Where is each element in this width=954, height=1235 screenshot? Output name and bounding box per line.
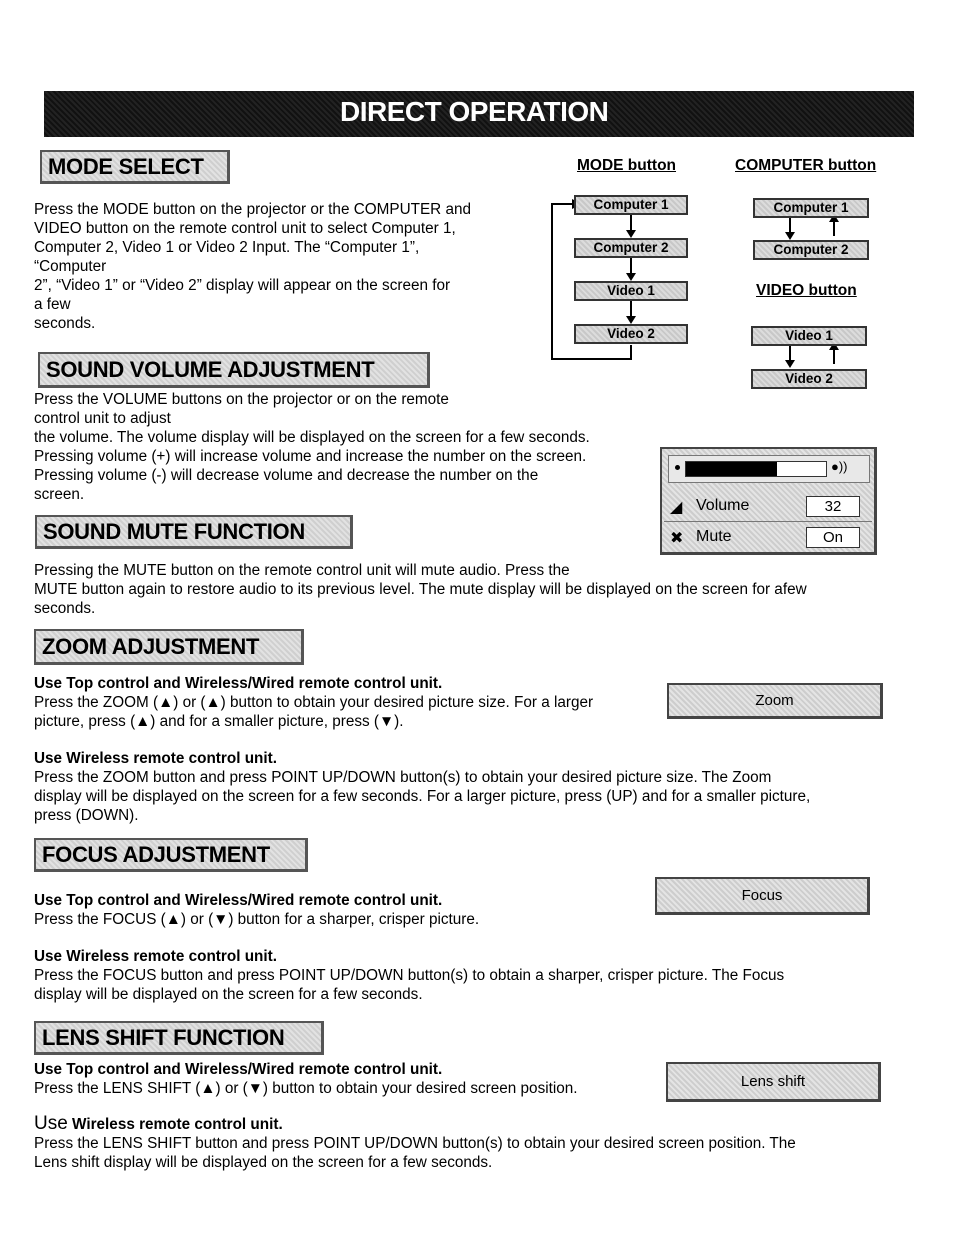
volume-min-dot [675,465,680,470]
zoom-subheading-2: Use Wireless remote control unit. [34,750,277,767]
mode-item-computer-1: Computer 1 [574,195,688,215]
mute-value: On [806,527,860,548]
text-line: display will be displayed on the screen for a few seconds. For a larger picture, press (UP) and for a smaller picture, [34,788,811,805]
video-item-1: Video 1 [751,326,867,346]
mode-item-video-1: Video 1 [574,281,688,301]
mode-item-video-2: Video 2 [574,324,688,344]
text-line: the volume. The volume display will be displayed on the screen for a few seconds. [34,429,590,446]
sound-volume-header: SOUND VOLUME ADJUSTMENT [38,352,430,388]
zoom-header: ZOOM ADJUSTMENT [34,629,304,665]
speaker-icon: ◢ [670,499,683,516]
text-line: Press the VOLUME buttons on the projector or on the remote [34,391,449,408]
computer-item-2: Computer 2 [753,240,869,260]
text-line: picture, press (▲) and for a smaller picture, press (▼). [34,713,404,730]
page-title: DIRECT OPERATION [340,96,609,127]
lens-shift-subheading-2 [34,1114,796,1134]
lens-shift-subheading-1: Use Top control and Wireless/Wired remote control unit. [34,1061,443,1078]
computer-button-title: COMPUTER button [735,157,877,174]
text-line: Pressing the MUTE button on the remote control unit will mute audio. Press the [34,562,570,579]
text-line: Press the FOCUS (▲) or (▼) button for a sharper, crisper picture. [34,911,480,928]
computer-item-1: Computer 1 [753,198,869,218]
text-line: MUTE button again to restore audio to its previous level. The mute display will be displayed on the screen for afew [34,581,807,598]
text-line: Press the FOCUS button and press POINT UP/DOWN button(s) to obtain a sharper, crisper picture. The Focus [34,967,785,984]
sound-mute-header: SOUND MUTE FUNCTION [35,515,353,549]
text-line: seconds. [34,315,96,332]
text-line: Press the ZOOM (▲) or (▲) button to obtain your desired picture size. For a larger [34,694,594,711]
lens-shift-header: LENS SHIFT FUNCTION [34,1021,324,1055]
text-line: control unit to adjust [34,410,171,427]
sound-mute-text [34,561,807,618]
focus-subheading-2: Use Wireless remote control unit. [34,948,277,965]
volume-row [664,493,872,522]
mode-item-computer-2: Computer 2 [574,238,688,258]
text-line: Press the LENS SHIFT button and press POINT UP/DOWN button(s) to obtain your desired screen position. The [34,1135,796,1152]
mute-row [664,525,872,551]
subheading-lead: Use [34,1113,68,1134]
text-line: “Computer [34,258,107,275]
volume-label: Volume [696,497,750,514]
focus-subheading-1: Use Top control and Wireless/Wired remote control unit. [34,892,443,909]
focus-header: FOCUS ADJUSTMENT [34,838,308,872]
volume-fill [686,462,777,476]
sound-volume-text [34,390,590,504]
text-line: display will be displayed on the screen for a few seconds. [34,986,423,1003]
text-line: Press the ZOOM button and press POINT UP/DOWN button(s) to obtain your desired picture size. The Zoom [34,769,772,786]
text-line: seconds. [34,600,96,617]
zoom-osd: Zoom [667,683,883,719]
text-line: VIDEO button on the remote control unit to select Computer 1, [34,220,456,237]
video-button-title: VIDEO button [756,282,857,299]
volume-value: 32 [806,496,860,517]
text-line: Press the MODE button on the projector or the COMPUTER and [34,201,471,218]
mode-button-title: MODE button [577,157,677,174]
text-line: Pressing volume (-) will decrease volume and decrease the number on the [34,467,539,484]
text-line: screen. [34,486,85,503]
subheading-rest: Wireless remote control unit. [72,1116,283,1133]
volume-track [685,461,827,477]
volume-osd [660,447,877,555]
text-line: Press the LENS SHIFT (▲) or (▼) button to obtain your desired screen position. [34,1080,578,1097]
mode-select-header: MODE SELECT [40,150,230,184]
focus-osd: Focus [655,877,870,915]
text-line: Pressing volume (+) will increase volume and increase the number on the screen. [34,448,587,465]
text-line: a few [34,296,71,313]
text-line: 2”, “Video 1” or “Video 2” display will appear on the screen for [34,277,451,294]
mute-label: Mute [696,528,732,545]
volume-level-bar [668,455,870,483]
text-line: Lens shift display will be displayed on the screen for a few seconds. [34,1154,493,1171]
zoom-subheading-1: Use Top control and Wireless/Wired remote control unit. [34,675,443,692]
mute-speaker-icon: ✖ [670,530,684,547]
text-line: press (DOWN). [34,807,139,824]
speaker-loud-icon: ●)) [831,459,848,474]
text-line: Computer 2, Video 1 or Video 2 Input. The “Computer 1”, [34,239,420,256]
video-item-2: Video 2 [751,369,867,389]
lens-shift-osd: Lens shift [666,1062,881,1102]
